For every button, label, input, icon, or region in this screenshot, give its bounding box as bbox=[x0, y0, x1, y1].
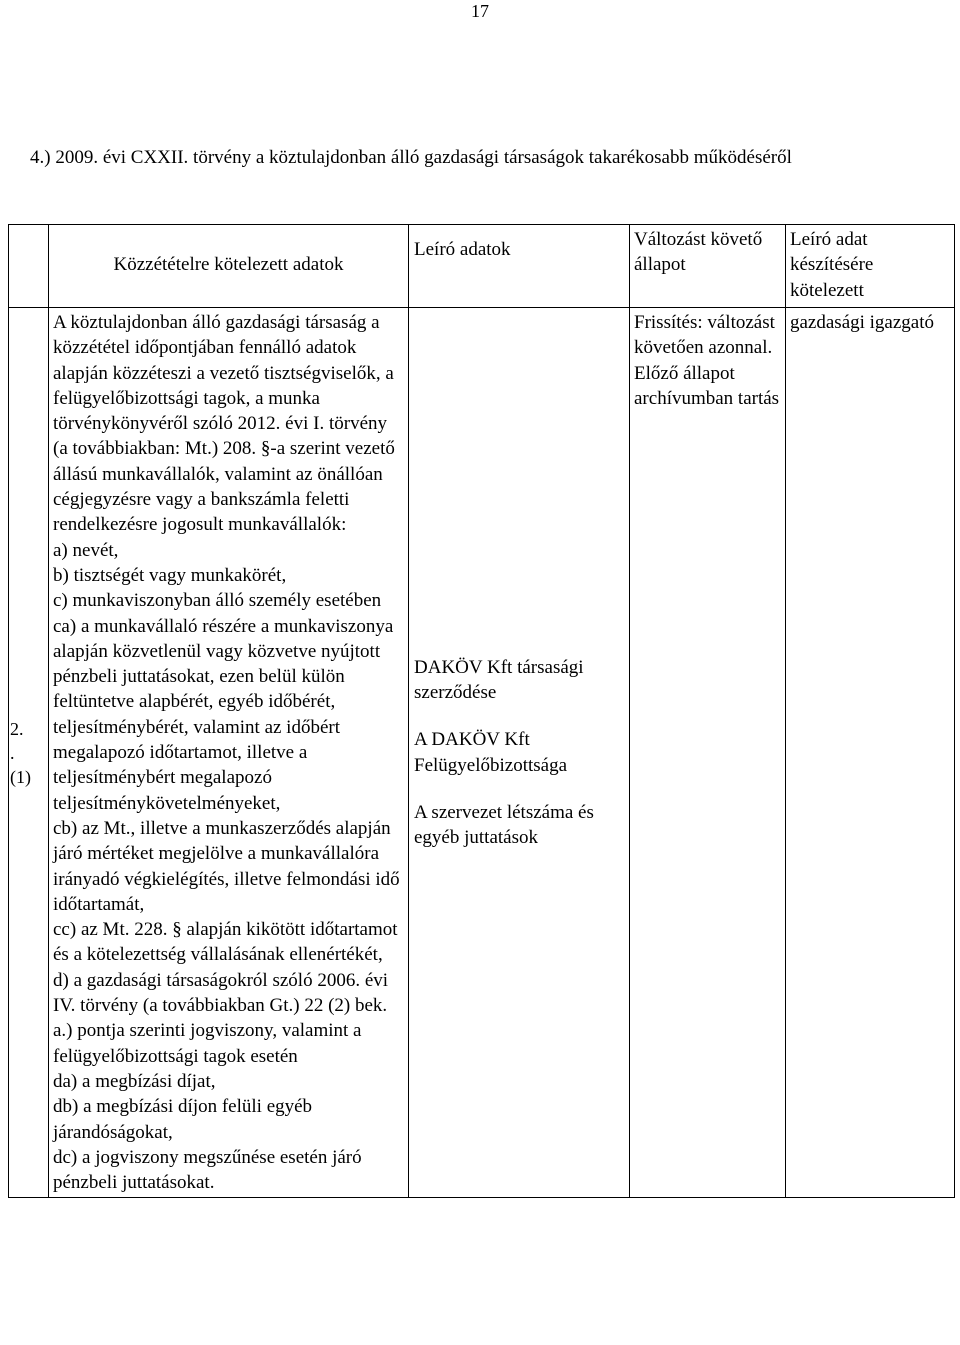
row-reference-text: 2. . (1) bbox=[10, 718, 31, 787]
header-responsible: Leíró adat készítésére kötelezett bbox=[786, 225, 955, 308]
table-header-row bbox=[9, 225, 955, 308]
descriptive-data-item: A DAKÖV Kft Felügyelőbizottsága bbox=[414, 729, 568, 776]
row-reference bbox=[9, 308, 49, 1198]
descriptive-data-item: DAKÖV Kft társasági szerződése bbox=[414, 656, 584, 704]
obligated-data-cell bbox=[49, 308, 409, 1198]
header-state-after-change: Változást követő állapot bbox=[630, 225, 786, 308]
state-after-change-text: Frissítés: változást követően azonnal. Előző állapot archívumban tartás bbox=[634, 312, 780, 409]
descriptive-data-cell bbox=[409, 308, 630, 1198]
disclosure-table bbox=[8, 224, 955, 1198]
header-col-ref bbox=[9, 225, 49, 308]
section-heading: 4.) 2009. évi CXXII. törvény a köztulajdonban álló gazdasági társaságok takarékosabb működéséről bbox=[30, 147, 792, 168]
obligated-data-text: A köztulajdonban álló gazdasági társaság a közzététel időpontjában fennálló adatok alapján közzéteszi a vezető tisztségviselők, a felügyelőbizottsági tagok, a munka törvénykönyvéről szóló 2012. évi I. törvény (a továbbiakban: Mt.) 208. §-a szerint vezető állású munkavállalók, valamint az önállóan cégjegyzésre vagy a bankszámla feletti rendelkezésre jogosult munkavállalók: a) nevét, b) tisztségét vagy munkakörét, c) munkaviszonyban álló személy esetében ca) a munkavállaló részére a munkaviszonya alapján közvetlenül vagy közvetve nyújtott pénzbeli juttatásokat, ezen belül külön feltüntetve alapbérét, egyéb időbérét, teljesítménybérét, valamint az időbért megalapozó időtartamot, illetve a teljesítménybért megalapozó teljesítménykövetelményeket, cb) az Mt., illetve a munkaszerződés alapján járó mértéket megjelölve a munkavállalóra irányadó végkielégítés, illetve felmondási idő időtartamát, cc) az Mt. 228. § alapján kikötött időtartamot és a kötelezettség vállalásának ellenértékét, d) a gazdasági társaságokról szóló 2006. évi IV. törvény (a továbbiakban Gt.) 22 (2) bek. a.) pontja szerinti jogviszony, valamint a felügyelőbizottsági tagok esetén da) a megbízási díjat, db) a megbízási díjon felüli egyéb járandóságokat, dc) a jogviszony megszűnése esetén járó pénzbeli juttatásokat. bbox=[53, 312, 400, 1194]
table-row bbox=[9, 308, 955, 1198]
header-obligated-data: Közzétételre kötelezett adatok bbox=[49, 225, 409, 308]
page-number: 17 bbox=[471, 1, 489, 21]
header-descriptive-data: Leíró adatok bbox=[409, 225, 630, 308]
responsible-cell bbox=[786, 308, 955, 1198]
state-after-change-cell bbox=[630, 308, 786, 1198]
descriptive-data-item: A szervezet létszáma és egyéb juttatások bbox=[414, 801, 594, 849]
responsible-text: gazdasági igazgató bbox=[790, 312, 935, 333]
